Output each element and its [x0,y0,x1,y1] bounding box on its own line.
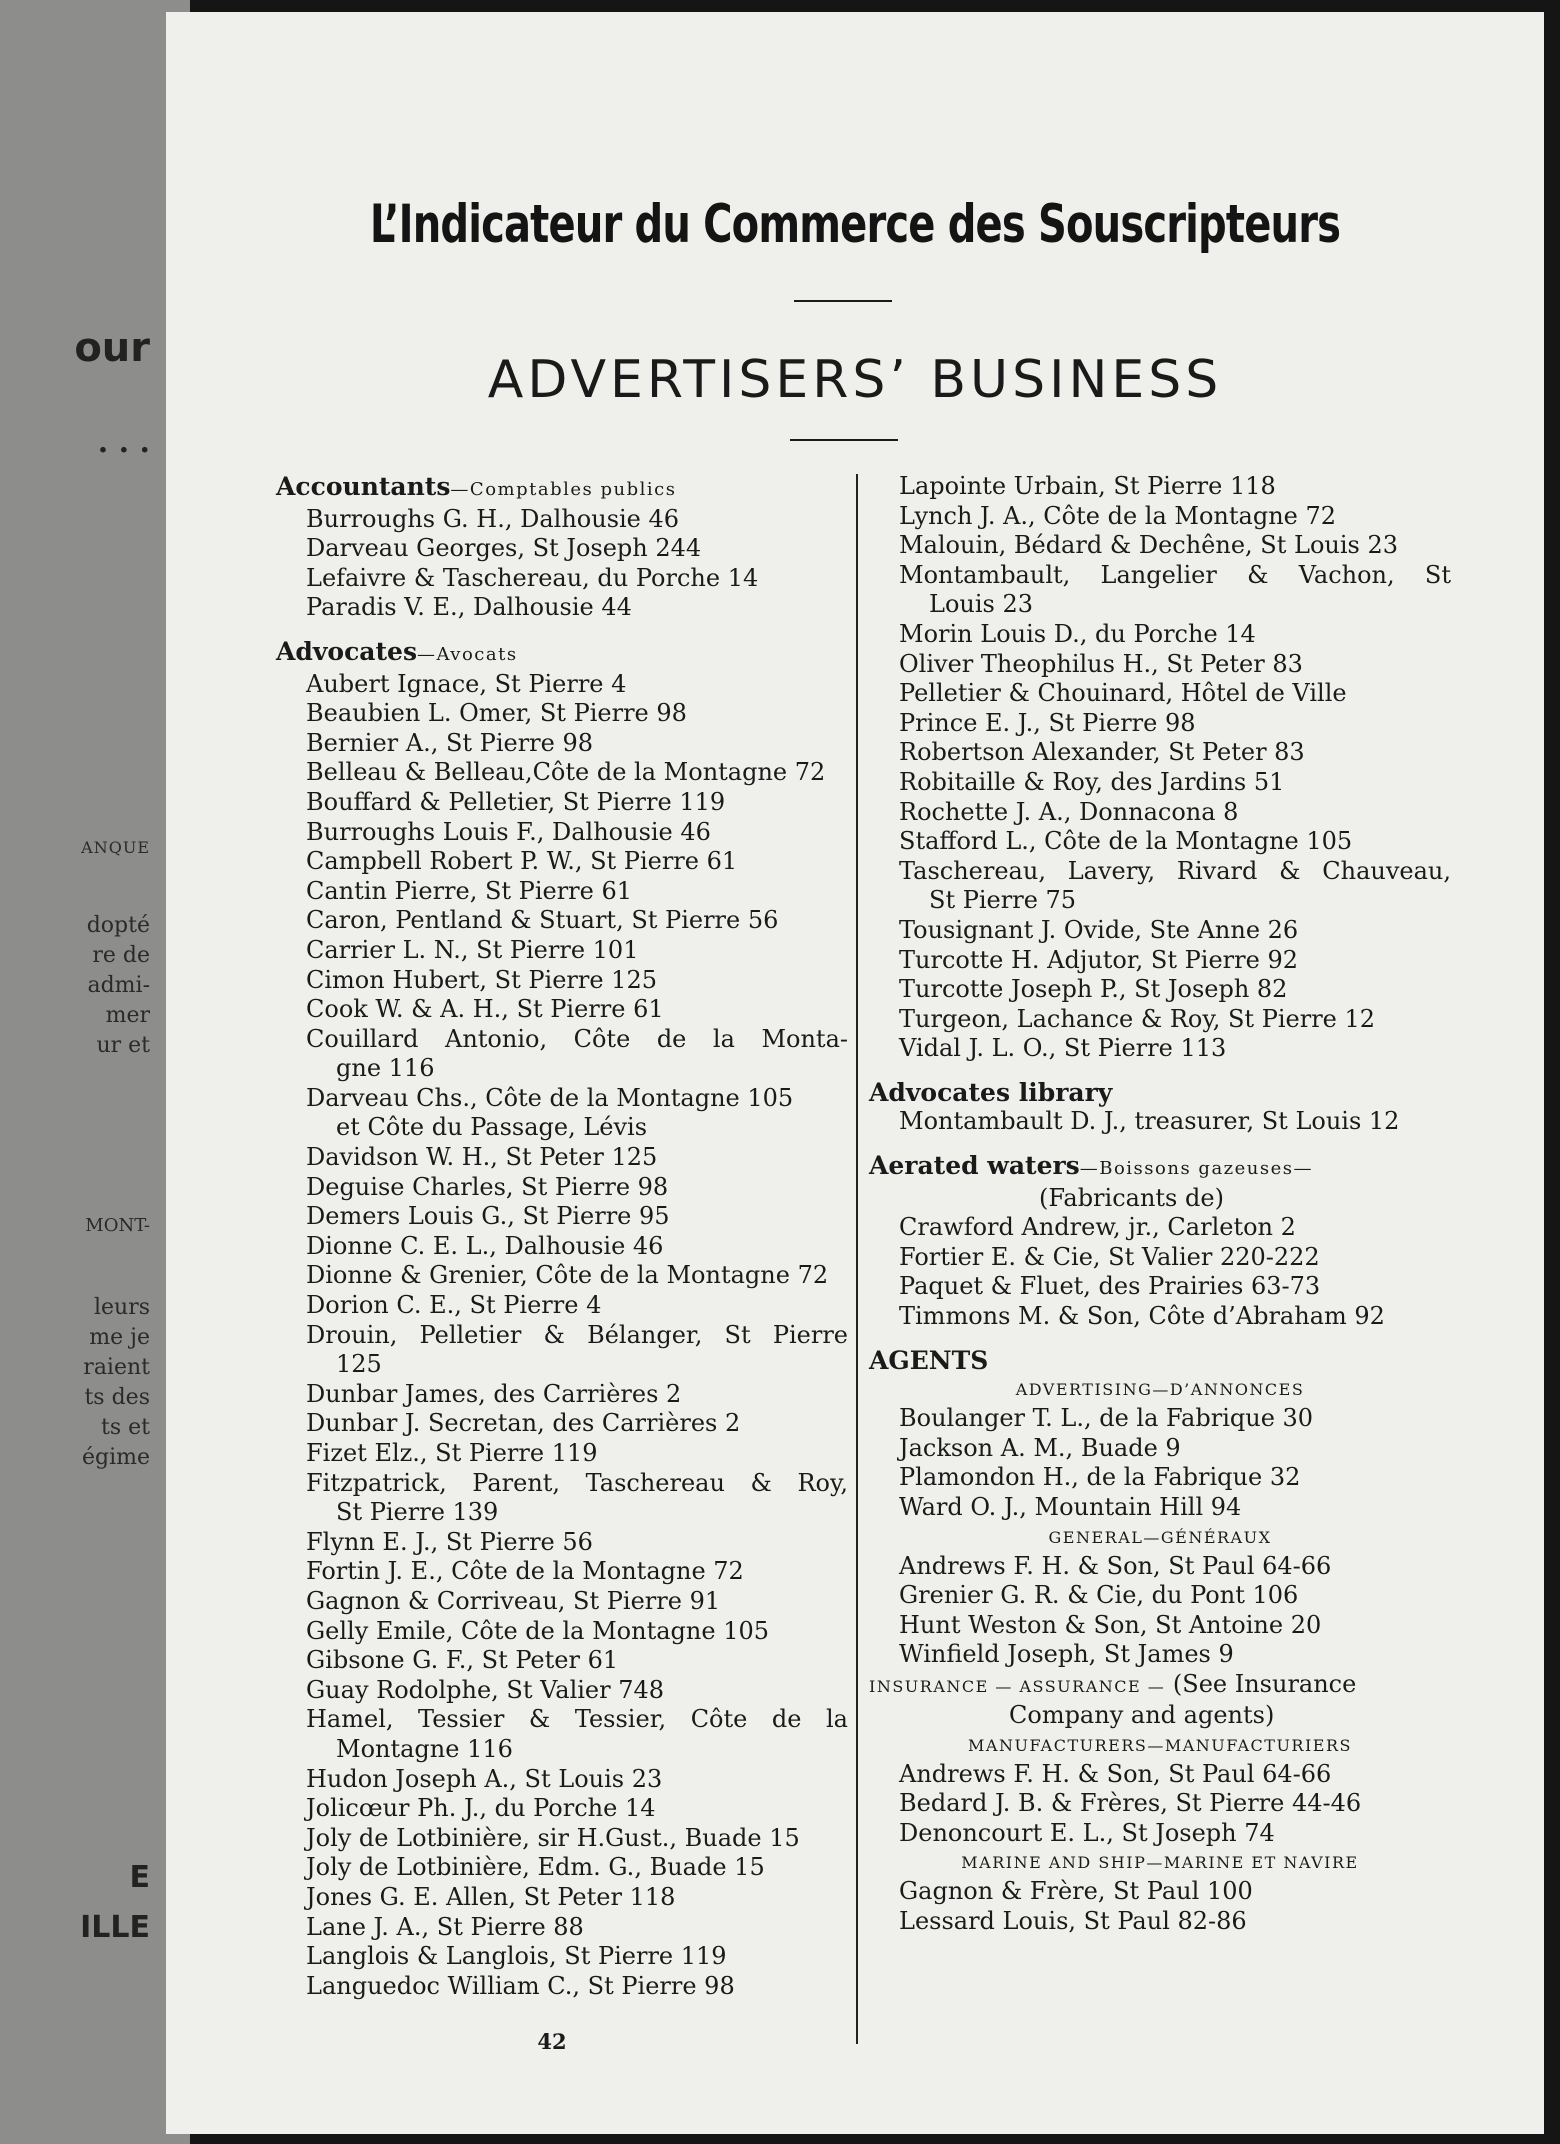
list-item: Andrews F. H. & Son, St Paul 64-66 [899,1551,1332,1580]
list-item: Andrews F. H. & Son, St Paul 64-66 [899,1759,1332,1788]
list-item: Cimon Hubert, St Pierre 125 [306,965,657,994]
list-item: Cook W. & A. H., St Pierre 61 [306,995,664,1024]
list-item: Hamel, Tessier & Tessier, Côte de la [306,1705,848,1734]
adjacent-page-strip [0,0,190,2144]
list-item: Grenier G. R. & Cie, du Pont 106 [899,1581,1299,1610]
page-title: L’Indicateur du Commerce des Souscripteurs [369,194,1341,255]
strip-word: admi- [87,973,150,998]
list-item: Hudon Joseph A., St Louis 23 [306,1764,663,1793]
list-item: Stafford L., Côte de la Montagne 105 [899,827,1353,856]
subsection-heading-general: GENERAL—GÉNÉRAUX [1048,1527,1272,1547]
list-item: Languedoc William C., St Pierre 98 [306,1971,735,2000]
list-item-continued: St Pierre 139 [336,1498,499,1527]
strip-word: dopté [86,913,150,938]
list-item: Aubert Ignace, St Pierre 4 [306,669,627,698]
list-item: Flynn E. J., St Pierre 56 [306,1527,593,1556]
list-item: Bernier A., St Pierre 98 [306,728,594,757]
list-item-continued: Louis 23 [929,590,1034,619]
list-item: Drouin, Pelletier & Bélanger, St Pierre [306,1320,848,1349]
list-item: Dunbar James, des Carrières 2 [306,1379,682,1408]
page-number: 42 [537,2029,567,2054]
list-item: Timmons M. & Son, Côte d’Abraham 92 [899,1302,1385,1331]
list-item: Robertson Alexander, St Peter 83 [899,738,1305,767]
strip-word: égime [81,1445,150,1470]
list-item: Gibsone G. F., St Peter 61 [306,1646,619,1675]
list-item: Turcotte Joseph P., St Joseph 82 [899,975,1288,1004]
list-item: Jones G. E. Allen, St Peter 118 [306,1882,676,1911]
list-item: Turgeon, Lachance & Roy, St Pierre 12 [899,1004,1376,1033]
list-item: Cantin Pierre, St Pierre 61 [306,876,633,905]
list-item: Lane J. A., St Pierre 88 [306,1912,584,1941]
list-item: Joly de Lotbinière, sir H.Gust., Buade 15 [306,1823,800,1852]
list-item: Gagnon & Frère, St Paul 100 [899,1877,1253,1906]
list-item: Gagnon & Corriveau, St Pierre 91 [306,1586,721,1615]
list-item: Lessard Louis, St Paul 82-86 [899,1906,1247,1935]
list-item: Paradis V. E., Dalhousie 44 [306,593,632,622]
strip-word: ur et [96,1033,150,1058]
list-item-continued: 125 [336,1350,382,1379]
list-item: Oliver Theophilus H., St Peter 83 [899,649,1303,678]
list-item: Beaubien L. Omer, St Pierre 98 [306,699,687,728]
insurance-line [869,1670,1451,1701]
title-rule [794,300,892,302]
section-heading-accountants: Accountants—Comptables publics [276,472,677,501]
list-item: Turcotte H. Adjutor, St Pierre 92 [899,945,1298,974]
list-item: Joly de Lotbinière, Edm. G., Buade 15 [306,1853,765,1882]
list-item: Bouffard & Pelletier, St Pierre 119 [306,787,726,816]
subtitle-rule [790,439,898,441]
subsection-heading-manufacturers: MANUFACTURERS—MANUFACTURIERS [968,1735,1352,1755]
strip-word: ts des [84,1385,150,1410]
list-item: Fizet Elz., St Pierre 119 [306,1439,598,1467]
list-item: Tousignant J. Ovide, Ste Anne 26 [899,915,1299,944]
list-item: Lefaivre & Taschereau, du Porche 14 [306,563,759,592]
strip-word: raient [83,1355,150,1380]
strip-word: ts et [101,1415,150,1440]
list-item-continued: et Côte du Passage, Lévis [336,1113,648,1142]
column-divider [856,474,858,2044]
list-item: Darveau Georges, St Joseph 244 [306,534,702,563]
list-item: Denoncourt E. L., St Joseph 74 [899,1818,1275,1847]
strip-word: me je [89,1325,150,1350]
list-item: Pelletier & Chouinard, Hôtel de Ville [899,679,1347,708]
list-item: Dionne & Grenier, Côte de la Montagne 72 [306,1261,829,1290]
list-item: Jolicœur Ph. J., du Porche 14 [306,1794,656,1823]
strip-word: our [74,325,150,371]
list-item: Jackson A. M., Buade 9 [899,1433,1181,1462]
strip-word: ILLE [80,1910,150,1945]
list-item: Burroughs Louis F., Dalhousie 46 [306,817,711,846]
list-item: Robitaille & Roy, des Jardins 51 [899,767,1285,796]
strip-word: leurs [93,1295,150,1320]
section-heading-aerated-waters: Aerated waters—Boissons gazeuses— [869,1151,1314,1181]
section-heading-advocates-library: Advocates library [869,1077,1113,1107]
list-item-continued: St Pierre 75 [929,886,1077,915]
list-item: Malouin, Bédard & Dechêne, St Louis 23 [899,531,1399,560]
list-item: Guay Rodolphe, St Valier 748 [306,1675,665,1704]
list-item: Winfield Joseph, St James 9 [899,1640,1234,1669]
list-item: Davidson W. H., St Peter 125 [306,1143,658,1172]
list-item: Langlois & Langlois, St Pierre 119 [306,1942,727,1971]
list-item: Morin Louis D., du Porche 14 [899,619,1256,648]
subsection-heading-advertising: ADVERTISING—D’ANNONCES [1015,1380,1305,1400]
strip-word: . . . [97,425,150,460]
list-item: Burroughs G. H., Dalhousie 46 [306,504,680,533]
strip-word: E [129,1860,150,1895]
insurance-note: (See Insurance [1172,1669,1357,1698]
page-subtitle: ADVERTISERS’ BUSINESS [487,350,1223,410]
list-item: Montambault D. J., treasurer, St Louis 12 [899,1107,1400,1136]
list-item: Fortin J. E., Côte de la Montagne 72 [306,1557,744,1586]
list-item: Prince E. J., St Pierre 98 [899,708,1196,737]
list-item: Deguise Charles, St Pierre 98 [306,1172,669,1201]
list-item: Dunbar J. Secretan, des Carrières 2 [306,1409,741,1438]
section-heading-advocates: Advocates—Avocats [276,636,518,666]
section-note: (Fabricants de) [1039,1183,1224,1212]
list-item: Fitzpatrick, Parent, Taschereau & Roy, [306,1468,848,1497]
list-item: Ward O. J., Mountain Hill 94 [899,1493,1242,1521]
list-item: Fortier E. & Cie, St Valier 220-222 [899,1242,1320,1271]
directory-page [166,12,1544,2134]
insurance-note-continued: Company and agents) [1009,1700,1275,1729]
list-item: Demers Louis G., St Pierre 95 [306,1202,670,1231]
section-heading-agents: AGENTS [869,1345,989,1375]
subsection-heading-marine: MARINE AND SHIP—MARINE ET NAVIRE [961,1853,1359,1873]
list-item: Taschereau, Lavery, Rivard & Chauveau, [899,856,1451,885]
list-item: Paquet & Fluet, des Prairies 63-73 [899,1272,1321,1301]
list-item: Rochette J. A., Donnacona 8 [899,797,1239,826]
list-item: Dorion C. E., St Pierre 4 [306,1291,602,1320]
list-item: Campbell Robert P. W., St Pierre 61 [306,847,738,876]
list-item: Montambault, Langelier & Vachon, St [899,560,1451,589]
list-item: Plamondon H., de la Fabrique 32 [899,1463,1301,1492]
strip-word: ANQUE [81,838,150,857]
list-item: Belleau & Belleau,Côte de la Montagne 72 [306,758,826,787]
list-item: Bedard J. B. & Frères, St Pierre 44-46 [899,1789,1362,1818]
list-item: Caron, Pentland & Stuart, St Pierre 56 [306,906,779,935]
subsection-heading-insurance: INSURANCE — ASSURANCE — [869,1676,1166,1696]
right-column [869,472,1451,1937]
list-item-continued: Montagne 116 [336,1734,513,1763]
list-item: Hunt Weston & Son, St Antoine 20 [899,1610,1322,1639]
list-item: Lapointe Urbain, St Pierre 118 [899,472,1276,500]
list-item: Lynch J. A., Côte de la Montagne 72 [899,501,1337,530]
list-item: Crawford Andrew, jr., Carleton 2 [899,1213,1296,1242]
strip-word: MONT- [85,1215,150,1236]
list-item: Darveau Chs., Côte de la Montagne 105 [306,1083,794,1112]
list-item: Dionne C. E. L., Dalhousie 46 [306,1231,664,1260]
left-column [276,472,848,2001]
list-item: Couillard Antonio, Côte de la Monta- [306,1024,848,1053]
list-item: Boulanger T. L., de la Fabrique 30 [899,1404,1314,1433]
list-item: Vidal J. L. O., St Pierre 113 [899,1034,1227,1063]
list-item: Gelly Emile, Côte de la Montagne 105 [306,1616,769,1645]
list-item: Carrier L. N., St Pierre 101 [306,935,639,964]
strip-word: re de [92,943,150,968]
strip-word: mer [105,1003,150,1028]
list-item-continued: gne 116 [336,1054,435,1083]
